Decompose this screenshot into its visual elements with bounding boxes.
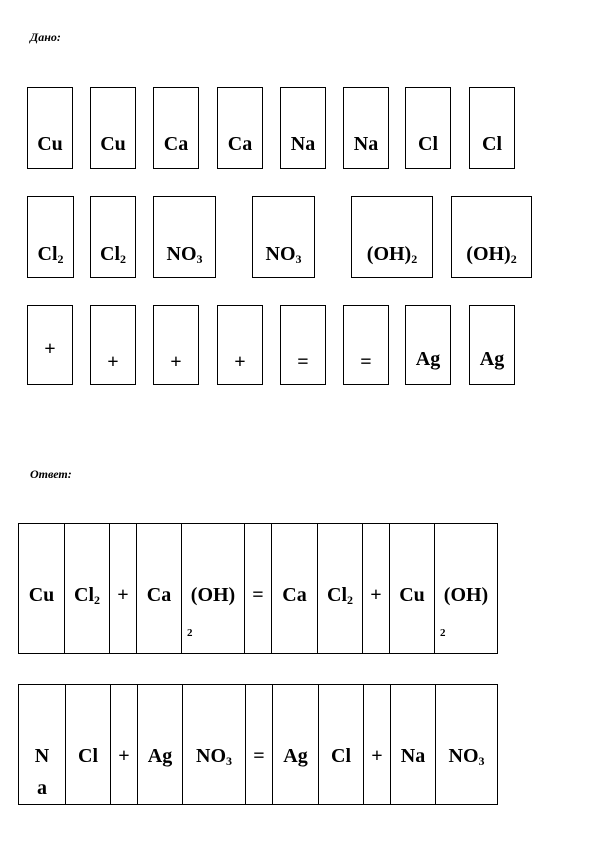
card[interactable]: [405, 87, 451, 169]
card-text: Cu: [100, 133, 126, 155]
equation-cell[interactable]: [65, 684, 110, 805]
equation-subscript: 2: [440, 627, 446, 639]
equation-cell[interactable]: [318, 684, 363, 805]
answer-equation-2: [18, 684, 498, 805]
card-text: +: [170, 351, 182, 373]
equation-term: Cu: [399, 584, 425, 606]
card-subscript: 2: [120, 252, 126, 266]
equation-subscript: 3: [478, 754, 485, 768]
card[interactable]: [252, 196, 315, 278]
card[interactable]: [280, 305, 326, 385]
equation-cell[interactable]: [271, 523, 317, 654]
equation-term: Ag: [147, 745, 173, 767]
card-text: =: [360, 351, 372, 373]
equation-term: Ag: [283, 745, 308, 767]
card-subscript: 2: [510, 252, 517, 266]
equation-term: +: [118, 745, 130, 767]
equation-subscript: 2: [94, 593, 100, 607]
card-subscript: 3: [196, 252, 203, 266]
equation-term: N: [34, 745, 50, 767]
equation-cell[interactable]: [110, 684, 137, 805]
card[interactable]: [343, 305, 389, 385]
equation-cell[interactable]: [181, 523, 244, 654]
equation-term: Cl: [331, 745, 351, 767]
card-text: Ag: [415, 348, 441, 370]
equation-term: +: [117, 584, 129, 606]
equation-subscript: 2: [347, 593, 353, 607]
equation-term: Cl: [78, 745, 98, 767]
equation-cell[interactable]: [182, 684, 245, 805]
card-text: Ag: [479, 348, 505, 370]
equation-cell[interactable]: [137, 684, 182, 805]
card-subscript: 2: [411, 252, 418, 266]
equation-cell[interactable]: [390, 684, 435, 805]
equation-term: Cl: [74, 584, 94, 606]
equation-subscript: 2: [187, 627, 193, 639]
card-text: NO: [265, 243, 296, 265]
card-subscript: 2: [57, 252, 64, 266]
equation-term: Cl: [327, 584, 347, 606]
equation-cell[interactable]: [317, 523, 362, 654]
equation-term: Na: [400, 745, 426, 767]
card[interactable]: [469, 87, 515, 169]
equation-cell[interactable]: [109, 523, 136, 654]
equation-term: Ca: [146, 584, 172, 606]
card[interactable]: [405, 305, 451, 385]
equation-cell[interactable]: [363, 684, 390, 805]
equation-term: NO: [196, 745, 226, 767]
equation-cell[interactable]: [136, 523, 181, 654]
card[interactable]: [343, 87, 389, 169]
equation-term: +: [371, 745, 383, 767]
card-text: Na: [353, 133, 379, 155]
equation-cell[interactable]: [64, 523, 109, 654]
card-text: NO: [166, 243, 197, 265]
card-text: Na: [290, 133, 316, 155]
equation-cell[interactable]: [18, 684, 65, 805]
card[interactable]: [90, 87, 136, 169]
card-text: +: [234, 351, 246, 373]
card-text: =: [297, 351, 309, 373]
card[interactable]: [90, 305, 136, 385]
card-text: Cl: [482, 133, 502, 155]
equation-term-continued: a: [37, 777, 47, 799]
card[interactable]: [351, 196, 433, 278]
card[interactable]: [27, 87, 73, 169]
card-text: Cu: [37, 133, 63, 155]
equation-term: (OH): [443, 584, 489, 606]
card[interactable]: [451, 196, 532, 278]
equation-cell[interactable]: [389, 523, 434, 654]
card-text: +: [107, 351, 119, 373]
answer-equation-1: [18, 523, 498, 654]
card[interactable]: [280, 87, 326, 169]
equation-term: Cu: [28, 584, 55, 606]
equation-cell[interactable]: [435, 684, 498, 805]
card-text: Ca: [163, 133, 189, 155]
card[interactable]: [469, 305, 515, 385]
equation-cell[interactable]: [272, 684, 318, 805]
card[interactable]: [217, 305, 263, 385]
equation-cell[interactable]: [362, 523, 389, 654]
card-text: Cl: [37, 243, 58, 265]
card[interactable]: [27, 305, 73, 385]
card-text: Ca: [227, 133, 253, 155]
equation-term: =: [252, 584, 264, 606]
equation-subscript: 3: [226, 754, 232, 768]
card-text: (OH): [466, 243, 511, 265]
card[interactable]: [153, 305, 199, 385]
card[interactable]: [27, 196, 74, 278]
card[interactable]: [90, 196, 136, 278]
equation-term: +: [370, 584, 382, 606]
equation-cell[interactable]: [18, 523, 64, 654]
equation-cell[interactable]: [434, 523, 498, 654]
card-subscript: 3: [295, 252, 302, 266]
equation-term: NO: [448, 745, 479, 767]
answer-label: Ответ:: [30, 467, 72, 481]
card-text: +: [44, 338, 56, 360]
card[interactable]: [153, 87, 199, 169]
card-text: Cl: [100, 243, 120, 265]
equation-cell[interactable]: [244, 523, 271, 654]
equation-cell[interactable]: [245, 684, 272, 805]
card[interactable]: [217, 87, 263, 169]
equation-term: Ca: [282, 584, 307, 606]
card-text: (OH): [366, 243, 412, 265]
card-text: Cl: [418, 133, 438, 155]
equation-term: (OH): [190, 584, 236, 606]
card[interactable]: [153, 196, 216, 278]
given-label: Дано:: [30, 30, 61, 44]
equation-term: =: [253, 745, 265, 767]
